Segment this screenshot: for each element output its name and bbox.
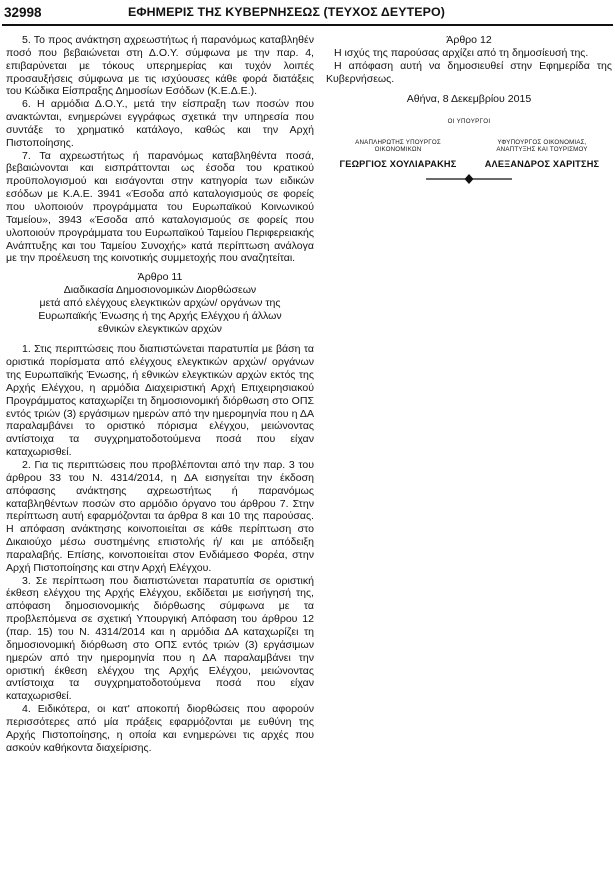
- right-column: [326, 34, 612, 199]
- paragraph: 7. Τα αχρεωστήτως ή παρανόμως καταβληθέντα ποσά, βεβαιώνονται και εισπράττονται ως έσοδα του κρατικού προϋπολογισμού και εισάγονται στην κατηγορία των ειδικών εσόδων με Κ.Α.Ε. 3941 «Έσοδα από καταλογισμούς σε φορείς που υλοποιούν προγράμματα του Ευρωπαϊκού Κοινωνικού Ταμείου», 3943 «Έσοδα από καταλογισμούς σε φορείς που υλοποιούν προγράμματα του Ευρωπαϊκού Ταμείου Περιφερειακής Ανάπτυξης και του Ταμείου Συνοχής» κατά περίπτωση ανάλογα με την προέλευση της κοινοτικής συμμετοχής που αναζητείται.: [6, 149, 314, 265]
- article-11-subtitle-line: Διαδικασία Δημοσιονομικών Διορθώσεων: [63, 284, 257, 297]
- article-12-heading: Άρθρο 12: [446, 34, 492, 46]
- signatory: [328, 139, 468, 171]
- paragraph: 2. Για τις περιπτώσεις που προβλέπονται από την παρ. 3 του άρθρου 33 του Ν. 4314/2014, η ΔΑ εισηγείται την έκδοση απόφασης ανάκτησης αχρεωστήτως ή παρανόμως καταβληθέντων ποσών στο αρμόδιο όργανο του άρθρου 7. Στην περίπτωση αυτή εφαρμόζονται τα άρθρα 8 και 10 της παρούσας. Η απόφαση ανάκτησης κοινοποιείται σε κάθε περίπτωση στο Δικαιούχο μέσω συστημένης επιστολής ή/ και με απόδειξη παραλαβής. Επίσης, κοινοποιείται στον Ενδιάμεσο Φορέα, στην Αρχή Πιστοποίησης και στην Αρχή Ελέγχου.: [6, 459, 314, 574]
- article-11-heading: Άρθρο 11: [137, 271, 183, 284]
- article-11-subtitle-line: Ευρωπαϊκής Ένωσης ή της Αρχής Ελέγχου ή άλλων: [38, 309, 282, 322]
- signatory-role: ΑΝΑΠΛΗΡΩΤΗΣ ΥΠΟΥΡΓΟΣ: [355, 139, 441, 147]
- paragraph: 6. Η αρμόδια Δ.Ο.Υ., μετά την είσπραξη των ποσών που ανακτώνται, ενημερώνει εγγράφως σχετικά την υπηρεσία που συντάξε το χρηματικό κατάλογο, καθώς και την Αρχή Πιστοποίησης.: [6, 98, 314, 149]
- left-column: [6, 34, 314, 754]
- signatory-name: ΓΕΩΡΓΙΟΣ ΧΟΥΛΙΑΡΑΚΗΣ: [339, 158, 457, 169]
- signatory-role: ΥΦΥΠΟΥΡΓΟΣ ΟΙΚΟΝΟΜΙΑΣ,: [497, 139, 587, 147]
- paragraph: 4. Ειδικότερα, οι κατ' αποκοπή διορθώσεις που αφορούν περισσότερες από μία πράξεις εφαρμόζονται με ευθύνη της Αρχής Πιστοποίησης, η οποία και ενημερώνει τις αρχές που ασκούν καθήκοντα διαχείρισης.: [6, 703, 314, 754]
- date-line: Αθήνα, 8 Δεκεμβρίου 2015: [406, 93, 532, 106]
- header-rule: [2, 24, 613, 26]
- article-11-subtitle-line: μετά από ελέγχους ελεγκτικών αρχών/ οργάνων της: [39, 296, 281, 309]
- signatory: [472, 139, 612, 171]
- paragraph: Η απόφαση αυτή να δημοσιευθεί στην Εφημερίδα της Κυβερνήσεως.: [326, 59, 612, 85]
- page-number: 32998: [4, 5, 42, 20]
- signature-block: [326, 139, 612, 199]
- article-11-subtitle-line: εθνικών ελεγκτικών αρχών: [98, 322, 222, 335]
- paragraph: 1. Στις περιπτώσεις που διαπιστώνεται παρατυπία με βάση τα οριστικά πορίσματα από ελέγχους ελεγκτικών αρχών/ οργάνων της Ευρωπαϊκής Ένωσης, ή εθνικών ελεγκτικών αρχών εκτός της Αρχής Ελέγχου, η αρμόδια Διαχειριστική Αρχή Επιχειρησιακού Προγράμματος καταχωρίζει τη δημοσιονομική διόρθωση στο ΟΠΣ εντός τριών (3) εργάσιμων ημερών από την ημερομηνία που η ΔΑ παραλαμβάνει το οριστικό πόρισμα ελέγχου, μειώνοντας αντίστοιχα τα συγχρηματοδοτούμενα ποσά που είχαν καταχωρισθεί.: [6, 343, 314, 459]
- signatory-role: ΑΝΑΠΤΥΞΗΣ ΚΑΙ ΤΟΥΡΙΣΜΟΥ: [496, 146, 588, 154]
- paragraph: Η ισχύς της παρούσας αρχίζει από τη δημοσίευσή της.: [334, 46, 589, 59]
- paragraph: 5. Το προς ανάκτηση αχρεωστήτως ή παρανόμως καταβληθέν ποσό που βεβαιώνεται στη Δ.Ο.Υ. σύμφωνα με την παρ. 4, επιβαρύνεται με τόκους υπερημερίας και τυχόν λοιπές προσαυξήσεις σύμφωνα με τις ισχύουσες κάθε φορά διατάξεις του Κώδικα Είσπραξης Δημοσίων Εσόδων (Κ.Ε.Δ.Ε.).: [6, 34, 314, 98]
- gazette-title: ΕΦΗΜΕΡΙΣ ΤΗΣ ΚΥΒΕΡΝΗΣΕΩΣ (ΤΕΥΧΟΣ ΔΕΥΤΕΡΟ): [128, 5, 445, 19]
- page-header: [0, 0, 615, 26]
- signatory-role: ΟΙΚΟΝΟΜΙΚΩΝ: [374, 146, 422, 154]
- ministers-label: ΟΙ ΥΠΟΥΡΓΟΙ: [447, 118, 491, 126]
- divider-diamond-icon: [426, 173, 512, 185]
- signatory-name: ΑΛΕΞΑΝΔΡΟΣ ΧΑΡΙΤΣΗΣ: [484, 158, 600, 169]
- article-11-heading-block: [6, 271, 314, 335]
- paragraph: 3. Σε περίπτωση που διαπιστώνεται παρατυπία σε οριστική έκθεση ελέγχου της Αρχής Ελέγχου, εκδίδεται με εισήγησή της, απόφαση δημοσιονομικής διόρθωσης σύμφωνα με τα προβλεπόμενα σε σχετική Υπουργική Απόφαση του άρθρου 12 (παρ. 15) του Ν. 4314/2014 και η αρμόδια ΔΑ καταχωρίζει τη δημοσιονομική διόρθωση στο ΟΠΣ εντός τριών (3) εργάσιμων ημερών από την ημερομηνία που η ΔΑ παραλαμβάνει την οριστική έκθεση ελέγχου της Αρχής Ελέγχου, μειώνοντας αντίστοιχα τα συγχρηματοδοτούμενα ποσά που είχαν καταχωρισθεί.: [6, 574, 314, 703]
